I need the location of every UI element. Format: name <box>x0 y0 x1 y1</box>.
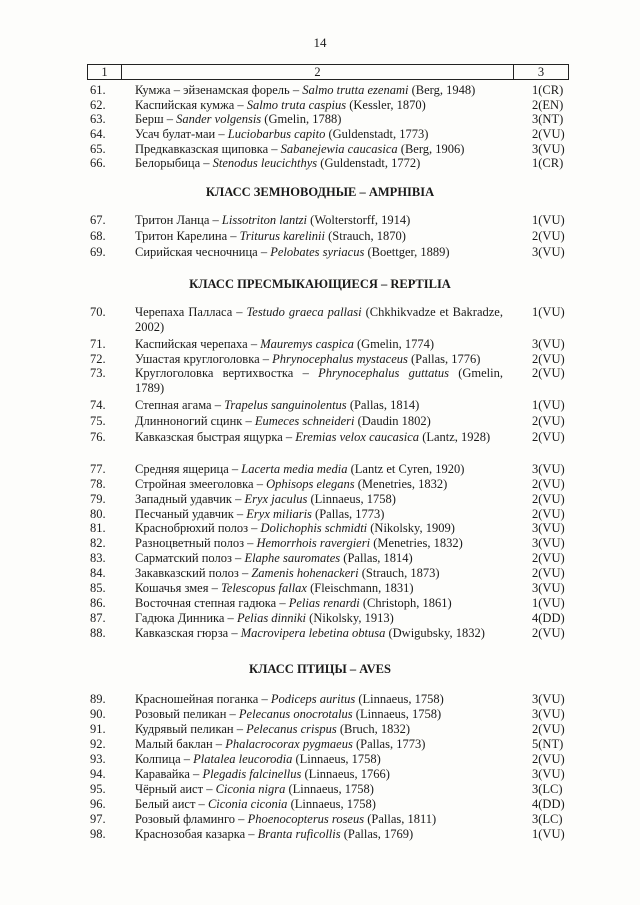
author-year: (Lantz, 1928) <box>419 430 491 444</box>
table-header <box>87 64 569 80</box>
author-year: (Berg, 1948) <box>408 83 476 97</box>
author-year: (Pallas, 1769) <box>340 827 414 841</box>
author-year: (Linnaeus, 1758) <box>355 692 444 706</box>
latin-name: Stenodus leucichthys <box>212 156 318 170</box>
species-name <box>135 827 503 842</box>
latin-name: Phrynocephalus mystaceus <box>272 352 408 366</box>
status-category: 3(VU) <box>532 692 565 706</box>
status-category: 2(VU) <box>532 492 565 506</box>
latin-name: Luciobarbus capito <box>227 127 326 141</box>
species-name <box>135 707 503 722</box>
latin-name: Eryx jaculus <box>244 492 308 506</box>
species-name <box>135 492 503 507</box>
species-name <box>135 229 503 244</box>
common-name: Каравайка – <box>135 767 203 781</box>
status-category: 5(NT) <box>532 737 564 751</box>
common-name: Закавказский полоз – <box>135 566 252 580</box>
row-number: 82. <box>90 536 106 550</box>
common-name: Малый баклан – <box>135 737 226 751</box>
author-year: (Guldenstadt, 1773) <box>325 127 429 141</box>
row-number: 62. <box>90 97 106 112</box>
latin-name: Trapelus sanguinolentus <box>224 398 347 412</box>
author-year: (Fleischmann, 1831) <box>306 581 414 595</box>
latin-name: Dolichophis schmidti <box>260 521 368 535</box>
species-name <box>135 507 503 522</box>
common-name: Кумжа – эйзенамская форель – <box>135 83 303 97</box>
status-category: 1(VU) <box>532 827 565 841</box>
common-name: Колпица – <box>135 752 194 766</box>
row-number: 83. <box>90 551 106 565</box>
common-name: Кудрявый пеликан – <box>135 722 247 736</box>
common-name: Красношейная поганка – <box>135 692 271 706</box>
author-year: (Dwigubsky, 1832) <box>385 626 485 640</box>
row-number: 67. <box>90 213 106 227</box>
status-category: 3(VU) <box>532 462 565 476</box>
status-category: 3(LC) <box>532 782 563 796</box>
author-year: (Menetries, 1832) <box>370 536 463 550</box>
latin-name: Salmo trutta ezenami <box>302 83 409 97</box>
latin-name: Lissotriton lantzi <box>221 213 308 227</box>
author-year: (Pallas, 1814) <box>346 398 420 412</box>
author-year: (Linnaeus, 1758) <box>285 782 374 796</box>
species-name <box>135 462 503 477</box>
status-category: 3(NT) <box>532 112 564 126</box>
class-heading: КЛАСС ПРЕСМЫКАЮЩИЕСЯ – REPTILIA <box>189 277 451 291</box>
header-col-2: 2 <box>122 65 514 80</box>
common-name: Розовый фламинго – <box>135 812 248 826</box>
status-category: 3(LC) <box>532 812 563 826</box>
latin-name: Telescopus fallax <box>220 581 307 595</box>
row-number: 76. <box>90 430 106 444</box>
author-year: (Guldenstadt, 1772) <box>317 156 421 170</box>
row-number: 65. <box>90 141 106 156</box>
status-category: 1(VU) <box>532 305 565 319</box>
latin-name: Phoenocopterus roseus <box>247 812 365 826</box>
status-category: 2(VU) <box>532 366 565 380</box>
author-year: (Gmelin, 1774) <box>353 337 435 351</box>
common-name: Разноцветный полоз – <box>135 536 257 550</box>
species-name <box>135 797 503 812</box>
row-number: 70. <box>90 305 106 319</box>
row-number: 64. <box>90 127 106 141</box>
common-name: Тритон Карелина – <box>135 229 240 243</box>
row-number: 97. <box>90 812 106 826</box>
row-number: 69. <box>90 245 106 259</box>
status-category: 2(VU) <box>532 414 565 428</box>
row-number: 79. <box>90 492 106 506</box>
species-name <box>135 112 503 127</box>
common-name: Краснобрюхий полоз – <box>135 521 261 535</box>
common-name: Кавказская быстрая ящурка – <box>135 430 296 444</box>
row-number: 81. <box>90 521 106 535</box>
author-year: (Pallas, 1773) <box>311 507 385 521</box>
species-name <box>135 430 503 445</box>
author-year: (Pallas, 1773) <box>352 737 426 751</box>
status-category: 2(VU) <box>532 551 565 565</box>
species-name <box>135 398 503 413</box>
common-name: Каспийская кумжа – <box>135 97 247 112</box>
latin-name: Podiceps auritus <box>270 692 356 706</box>
row-number: 75. <box>90 414 106 428</box>
author-year: (Linnaeus, 1758) <box>307 492 396 506</box>
common-name: Усач булат-маи – <box>135 127 228 141</box>
status-category: 2(VU) <box>532 430 565 444</box>
common-name: Розовый пеликан – <box>135 707 239 721</box>
status-category: 3(VU) <box>532 581 565 595</box>
header-col-3: 3 <box>514 65 569 80</box>
species-name <box>135 722 503 737</box>
status-category: 2(VU) <box>532 352 565 366</box>
status-category: 1(VU) <box>532 398 565 412</box>
status-category: 3(VU) <box>532 245 565 259</box>
row-number: 88. <box>90 626 106 640</box>
status-category: 3(VU) <box>532 767 565 781</box>
species-name <box>135 767 503 782</box>
latin-name: Pelias dinniki <box>236 611 307 625</box>
common-name: Предкавказская щиповка – <box>135 141 281 156</box>
row-number: 61. <box>90 83 106 97</box>
species-name <box>135 551 503 566</box>
species-name <box>135 352 503 367</box>
common-name: Белый аист – <box>135 797 208 811</box>
author-year: (Berg, 1906) <box>397 141 465 156</box>
author-year: (Boettger, 1889) <box>364 245 450 259</box>
common-name: Восточная степная гадюка – <box>135 596 289 610</box>
species-name <box>135 305 503 335</box>
common-name: Кошачья змея – <box>135 581 221 595</box>
species-name <box>135 156 503 171</box>
common-name: Круглоголовка вертихвостка – <box>135 366 319 380</box>
common-name: Краснозобая казарка – <box>135 827 258 841</box>
latin-name: Phrynocephalus guttatus <box>318 366 449 380</box>
common-name: Тритон Ланца – <box>135 213 222 227</box>
author-year: (Bruch, 1832) <box>336 722 410 736</box>
page-number: 14 <box>313 35 327 50</box>
common-name: Кавказская гюрза – <box>135 626 241 640</box>
latin-name: Eumeces schneideri <box>254 414 355 428</box>
author-year: (Wolterstorff, 1914) <box>307 213 411 227</box>
latin-name: Mauremys caspica <box>260 337 354 351</box>
species-name <box>135 536 503 551</box>
row-number: 74. <box>90 398 106 412</box>
author-year: (Chkhikvadze et Bakradze, 2002) <box>135 305 503 334</box>
common-name: Стройная змееголовка – <box>135 477 267 491</box>
author-year: (Gmelin, 1788) <box>261 112 342 126</box>
common-name: Берш – <box>135 112 177 126</box>
row-number: 90. <box>90 707 106 721</box>
status-category: 2(VU) <box>532 127 565 141</box>
status-category: 3(VU) <box>532 707 565 721</box>
status-category: 3(VU) <box>532 141 565 156</box>
row-number: 98. <box>90 827 106 841</box>
latin-name: Sabanejewia caucasica <box>280 141 398 156</box>
author-year: (Kessler, 1870) <box>346 97 426 112</box>
author-year: (Linnaeus, 1758) <box>292 752 381 766</box>
status-category: 1(VU) <box>532 213 565 227</box>
common-name: Сирийская чесночница – <box>135 245 271 259</box>
row-number: 87. <box>90 611 106 625</box>
status-category: 3(VU) <box>532 521 565 535</box>
latin-name: Testudo graeca pallasi <box>246 305 362 319</box>
row-number: 85. <box>90 581 106 595</box>
latin-name: Phalacrocorax pygmaeus <box>225 737 353 751</box>
row-number: 78. <box>90 477 106 491</box>
status-category: 2(VU) <box>532 229 565 243</box>
author-year: (Linnaeus, 1766) <box>301 767 390 781</box>
status-category: 1(VU) <box>532 596 565 610</box>
row-number: 66. <box>90 156 106 170</box>
latin-name: Pelobates syriacus <box>270 245 365 259</box>
author-year: (Linnaeus, 1758) <box>352 707 442 721</box>
species-name <box>135 98 503 113</box>
status-category: 2(VU) <box>532 566 565 580</box>
author-year: (Christoph, 1861) <box>359 596 452 610</box>
latin-name: Elaphe sauromates <box>244 551 341 565</box>
row-number: 89. <box>90 692 106 706</box>
species-name <box>135 366 503 396</box>
status-category: 2(VU) <box>532 507 565 521</box>
common-name: Чёрный аист – <box>135 782 216 796</box>
author-year: (Menetries, 1832) <box>354 477 448 491</box>
common-name: Черепаха Палласа – <box>135 305 247 319</box>
row-number: 77. <box>90 462 106 476</box>
row-number: 86. <box>90 596 106 610</box>
common-name: Каспийская черепаха – <box>135 337 261 351</box>
common-name: Гадюка Динника – <box>135 611 237 625</box>
status-category: 3(VU) <box>532 337 565 351</box>
common-name: Ушастая круглоголовка – <box>135 352 273 366</box>
latin-name: Macrovipera lebetina obtusa <box>240 626 386 640</box>
latin-name: Zamenis hohenackeri <box>251 566 359 580</box>
common-name: Западный удавчик – <box>135 492 245 506</box>
status-category: 3(VU) <box>532 536 565 550</box>
author-year: (Linnaeus, 1758) <box>287 797 376 811</box>
header-col-1: 1 <box>88 65 122 80</box>
row-number: 71. <box>90 337 106 351</box>
species-name <box>135 337 503 352</box>
row-number: 94. <box>90 767 106 781</box>
latin-name: Triturus karelinii <box>239 229 325 243</box>
row-number: 68. <box>90 229 106 243</box>
species-name <box>135 83 503 98</box>
status-category: 4(DD) <box>532 611 565 625</box>
species-name <box>135 812 503 827</box>
species-name <box>135 414 503 429</box>
status-category: 1(CR) <box>532 83 564 97</box>
latin-name: Plegadis falcinellus <box>202 767 302 781</box>
status-category: 2(VU) <box>532 477 565 491</box>
common-name: Степная агама – <box>135 398 225 412</box>
species-name <box>135 213 503 228</box>
row-number: 95. <box>90 782 106 796</box>
species-name <box>135 477 503 492</box>
common-name: Сарматский полоз – <box>135 551 245 565</box>
status-category: 1(CR) <box>532 156 564 170</box>
author-year: (Strauch, 1873) <box>358 566 440 580</box>
latin-name: Pelecanus onocrotalus <box>238 707 353 721</box>
latin-name: Salmo truta caspius <box>246 97 347 112</box>
author-year: (Gmelin, 1789) <box>135 366 503 395</box>
row-number: 73. <box>90 366 106 380</box>
status-category: 2(VU) <box>532 722 565 736</box>
author-year: (Pallas, 1811) <box>364 812 437 826</box>
species-name <box>135 245 503 260</box>
species-name <box>135 626 503 641</box>
latin-name: Pelias renardi <box>288 596 360 610</box>
row-number: 93. <box>90 752 106 766</box>
species-name <box>135 737 503 752</box>
latin-name: Platalea leucorodia <box>193 752 293 766</box>
species-name <box>135 581 503 596</box>
species-name <box>135 752 503 767</box>
latin-name: Ophisops elegans <box>266 477 355 491</box>
class-heading: КЛАСС ЗЕМНОВОДНЫЕ – AMPHIBIA <box>205 185 435 199</box>
author-year: (Pallas, 1814) <box>340 551 413 565</box>
author-year: (Nikolsky, 1909) <box>367 521 455 535</box>
row-number: 91. <box>90 722 106 736</box>
latin-name: Eryx miliaris <box>246 507 312 521</box>
species-name <box>135 521 503 536</box>
species-name <box>135 692 503 707</box>
species-name <box>135 596 503 611</box>
latin-name: Ciconia ciconia <box>207 797 288 811</box>
common-name: Длинноногий сцинк – <box>135 414 255 428</box>
author-year: (Nikolsky, 1913) <box>306 611 394 625</box>
latin-name: Pelecanus crispus <box>246 722 337 736</box>
author-year: (Lantz et Cyren, 1920) <box>347 462 465 476</box>
species-name <box>135 782 503 797</box>
row-number: 63. <box>90 112 106 126</box>
row-number: 92. <box>90 737 106 751</box>
row-number: 96. <box>90 797 106 811</box>
species-name <box>135 566 503 581</box>
class-heading: КЛАСС ПТИЦЫ – AVES <box>249 662 391 676</box>
latin-name: Sander volgensis <box>176 112 262 126</box>
status-category: 2(EN) <box>532 97 564 112</box>
row-number: 72. <box>90 352 106 366</box>
status-category: 2(VU) <box>532 626 565 640</box>
common-name: Песчаный удавчик – <box>135 507 247 521</box>
latin-name: Eremias velox caucasica <box>295 430 420 444</box>
common-name: Белорыбица – <box>135 156 213 170</box>
author-year: (Daudin 1802) <box>354 414 431 428</box>
latin-name: Branta ruficollis <box>257 827 341 841</box>
common-name: Средняя ящерица – <box>135 462 242 476</box>
species-name <box>135 142 503 157</box>
latin-name: Ciconia nigra <box>215 782 286 796</box>
latin-name: Hemorrhois ravergieri <box>256 536 371 550</box>
row-number: 80. <box>90 507 106 521</box>
author-year: (Pallas, 1776) <box>407 352 481 366</box>
species-name <box>135 127 503 142</box>
status-category: 4(DD) <box>532 797 565 811</box>
latin-name: Lacerta media media <box>241 462 348 476</box>
author-year: (Strauch, 1870) <box>324 229 406 243</box>
row-number: 84. <box>90 566 106 580</box>
species-name <box>135 611 503 626</box>
status-category: 2(VU) <box>532 752 565 766</box>
